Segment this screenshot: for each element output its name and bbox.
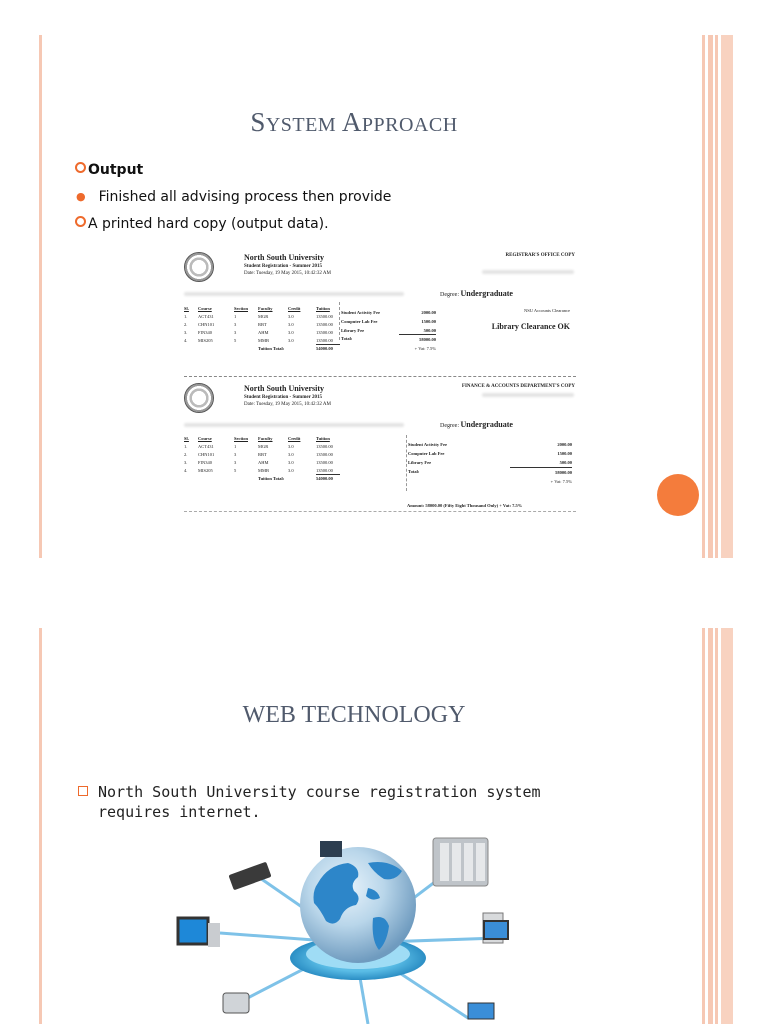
table-cell: 13500.00 <box>316 338 333 343</box>
table-cell: 3.0 <box>288 338 294 343</box>
table-cell: 2. <box>184 452 188 457</box>
total-value: 58000.00 <box>419 337 436 342</box>
slide-system-approach <box>0 35 768 558</box>
table-cell: 1 <box>234 444 237 449</box>
orange-circle-decoration <box>657 474 699 516</box>
table-cell: 3. <box>184 460 188 465</box>
table-cell: 3.0 <box>288 314 294 319</box>
receipt-copy-label: REGISTRAR'S OFFICE COPY <box>505 253 575 258</box>
bullet-text: North South University course registration system requires internet. <box>98 783 541 821</box>
fee-value: 500.00 <box>423 328 436 333</box>
table-cell: 2. <box>184 322 188 327</box>
receipt-university: North South University <box>244 253 325 262</box>
receipt-degree: Degree: Undergraduate <box>440 289 513 298</box>
fee-label: Student Activity Fee <box>408 442 447 447</box>
tuition-total-value: 54000.00 <box>316 476 333 481</box>
blurred-text <box>482 270 574 274</box>
table-header: Faculty <box>258 306 273 311</box>
university-seal-icon <box>184 252 214 282</box>
receipt-date: Date: Tuesday, 19 May 2015, 10:42:32 AM <box>244 271 331 276</box>
table-cell: FIN340 <box>198 330 213 335</box>
blurred-text <box>482 393 574 397</box>
blurred-text <box>184 292 404 296</box>
course-table <box>184 306 344 376</box>
tuition-total-label: Tuition Total: <box>258 346 285 351</box>
table-cell: 5 <box>234 338 237 343</box>
receipt-university: North South University <box>244 384 325 393</box>
table-cell: MGR <box>258 444 269 449</box>
divider <box>316 344 340 345</box>
table-cell: RBT <box>258 322 267 327</box>
left-accent-bar <box>39 628 42 1024</box>
fee-label: Student Activity Fee <box>341 310 380 315</box>
ring-bullet-icon <box>75 162 86 173</box>
nsu-accounts-clearance: NSU Accounts Clearance <box>524 308 570 313</box>
table-cell: 4. <box>184 468 188 473</box>
table-cell: RBT <box>258 452 267 457</box>
table-cell: 13500.00 <box>316 452 333 457</box>
table-header: Course <box>198 436 212 441</box>
table-cell: 3 <box>234 330 237 335</box>
table-cell: 3.0 <box>288 468 294 473</box>
dashed-separator <box>184 511 576 512</box>
bullet-finished: ● Finished all advising process then provide <box>76 189 392 205</box>
bullet-printed: A printed hard copy (output data). <box>75 216 329 232</box>
table-cell: 13500.00 <box>316 314 333 319</box>
table-header: Credit <box>288 436 301 441</box>
divider <box>316 474 340 475</box>
receipt-date: Date: Tuesday, 19 May 2015, 10:42:32 AM <box>244 402 331 407</box>
table-cell: CHN101 <box>198 322 215 327</box>
table-cell: 13500.00 <box>316 460 333 465</box>
table-cell: 3.0 <box>288 444 294 449</box>
fee-value: 1500.00 <box>421 319 436 324</box>
fee-value: 2000.00 <box>557 442 572 447</box>
tuition-total-label: Tuition Total: <box>258 476 285 481</box>
vat-text: + Vat: 7.5% <box>414 346 436 351</box>
right-accent-bar <box>721 628 733 1024</box>
vat-text: + Vat: 7.5% <box>550 479 572 484</box>
table-cell: 3.0 <box>288 460 294 465</box>
table-cell: AHM <box>258 460 269 465</box>
course-table <box>184 436 344 506</box>
right-accent-bar <box>708 35 713 558</box>
table-cell: 5 <box>234 468 237 473</box>
table-cell: 1 <box>234 314 237 319</box>
table-cell: ACT431 <box>198 444 214 449</box>
right-accent-bar <box>715 35 718 558</box>
table-cell: 3.0 <box>288 330 294 335</box>
receipt-registrar-copy <box>182 248 578 375</box>
table-cell: 3.0 <box>288 452 294 457</box>
table-header: Section <box>234 306 248 311</box>
total-label: Total: <box>341 336 353 341</box>
slide-title: WEB TECHNOLOGY <box>242 702 466 728</box>
table-cell: 1. <box>184 444 188 449</box>
slide-web-technology <box>0 628 768 1024</box>
table-cell: MGR <box>258 314 269 319</box>
dot-bullet-icon: ● <box>76 190 86 203</box>
fee-label: Computer Lab Fee <box>341 319 378 324</box>
receipt-degree: Degree: Undergraduate <box>440 420 513 429</box>
table-cell: 13500.00 <box>316 468 333 473</box>
receipt-registration: Student Registration - Summer 2015 <box>244 264 322 269</box>
registration-receipt-image <box>182 248 578 513</box>
table-cell: CHN101 <box>198 452 215 457</box>
table-header: Sl. <box>184 436 189 441</box>
amount-line: Amount: 58000.00 (Fifty Eight Thousand Only) + Vat: 7.5% <box>407 503 523 508</box>
fees-block <box>341 310 436 370</box>
table-cell: FIN340 <box>198 460 213 465</box>
divider <box>399 334 436 335</box>
right-accent-bar <box>715 628 718 1024</box>
library-clearance: Library Clearance OK <box>491 322 570 331</box>
table-cell: 3 <box>234 452 237 457</box>
bullet-output: Output <box>75 162 143 178</box>
table-cell: 1. <box>184 314 188 319</box>
total-label: Total: <box>408 469 420 474</box>
table-header: Faculty <box>258 436 273 441</box>
receipt-copy-label: FINANCE & ACCOUNTS DEPARTMENT'S COPY <box>461 384 575 389</box>
divider <box>510 467 572 468</box>
fee-label: Library Fee <box>341 328 365 333</box>
university-seal-icon <box>184 383 214 413</box>
dashed-separator <box>184 376 576 377</box>
table-header: Section <box>234 436 248 441</box>
right-accent-bar <box>708 628 713 1024</box>
table-header: Course <box>198 306 212 311</box>
tuition-total-value: 54000.00 <box>316 346 333 351</box>
table-cell: ACT431 <box>198 314 214 319</box>
table-cell: AHM <box>258 330 269 335</box>
dashed-divider <box>339 302 340 340</box>
table-cell: 13500.00 <box>316 322 333 327</box>
table-cell: 3 <box>234 460 237 465</box>
receipt-registration: Student Registration - Summer 2015 <box>244 395 322 400</box>
square-bullet-icon <box>78 786 88 796</box>
right-accent-bar <box>702 628 705 1024</box>
network-globe-image <box>168 823 540 1024</box>
right-accent-bar <box>721 35 733 558</box>
table-cell: 3 <box>234 322 237 327</box>
table-header: Sl. <box>184 306 189 311</box>
table-header: Credit <box>288 306 301 311</box>
fee-value: 2000.00 <box>421 310 436 315</box>
fee-label: Computer Lab Fee <box>408 451 445 456</box>
table-cell: MIS205 <box>198 468 213 473</box>
fee-label: Library Fee <box>408 460 432 465</box>
fee-value: 500.00 <box>559 460 572 465</box>
receipt-finance-copy <box>182 379 578 513</box>
table-cell: 4. <box>184 338 188 343</box>
ring-bullet-icon <box>75 216 86 227</box>
table-cell: 13500.00 <box>316 444 333 449</box>
dashed-divider <box>406 435 407 491</box>
fee-value: 1500.00 <box>557 451 572 456</box>
table-header: Tuition <box>316 306 330 311</box>
table-cell: MIS205 <box>198 338 213 343</box>
table-cell: 3.0 <box>288 322 294 327</box>
slide-title: SYSTEM APPROACH <box>250 107 458 137</box>
table-cell: 13500.00 <box>316 330 333 335</box>
table-cell: 3. <box>184 330 188 335</box>
table-cell: MMB <box>258 338 270 343</box>
table-header: Tuition <box>316 436 330 441</box>
fees-block <box>408 442 572 502</box>
table-cell: MMB <box>258 468 270 473</box>
blurred-text <box>184 423 404 427</box>
total-value: 58000.00 <box>555 470 572 475</box>
